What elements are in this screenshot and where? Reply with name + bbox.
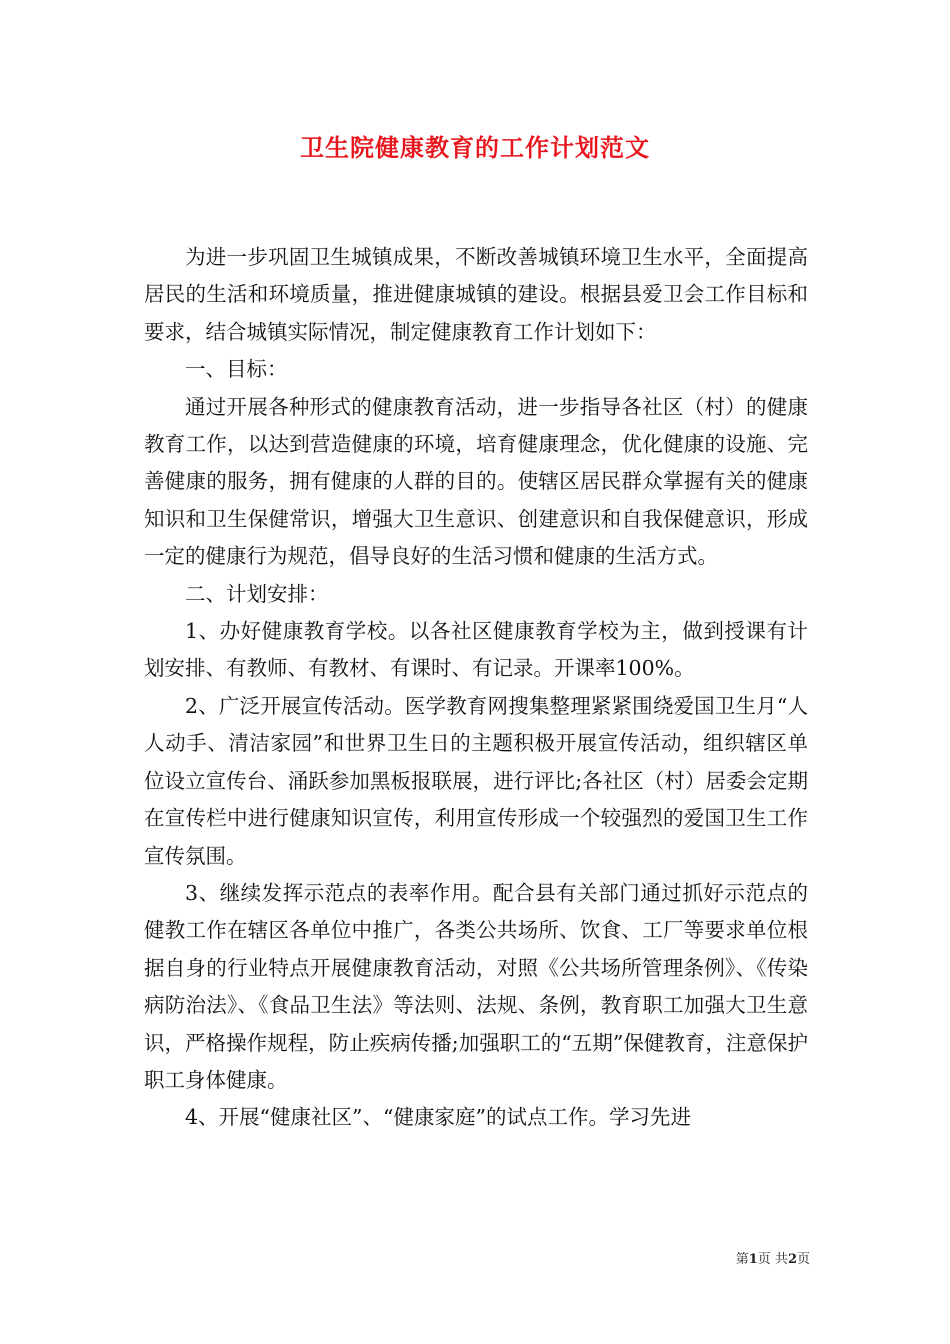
document-body (144, 239, 808, 1137)
document-title: 卫生院健康教育的工作计划范文 (300, 133, 650, 162)
footer-suffix: 页 (796, 1252, 810, 1267)
paragraph-item-4: 4、开展“健康社区”、“健康家庭”的试点工作。学习先进 (185, 1105, 691, 1130)
footer-middle: 页 共 (757, 1252, 788, 1267)
footer-prefix: 第 (735, 1252, 749, 1267)
paragraph-item-3: 3、继续发挥示范点的表率作用。配合县有关部门通过抓好示范点的健教工作在辖区各单位中推广，各类公共场所、饮食、工厂等要求单位根据自身的行业特点开展健康教育活动，对照《公共场所管理条例》、《传染病防治法》、《食品卫生法》等法则、法规、条例，教育职工加强大卫生意识，严格操作规程，防止疾病传播;加强职工的“五期”保健教育，注意保护职工身体健康。 (144, 880, 808, 1092)
page-footer (736, 1248, 810, 1267)
footer-total-pages: 2 (787, 1252, 797, 1267)
paragraph-item-2: 2、广泛开展宣传活动。医学教育网搜集整理紧紧围绕爱国卫生月“人人动手、清洁家园”和世界卫生日的主题积极开展宣传活动，组织辖区单位设立宣传台、涌跃参加黑板报联展，进行评比;各社区（村）居委会定期在宣传栏中进行健康知识宣传，利用宣传形成一个较强烈的爱国卫生工作宣传氛围。 (144, 693, 808, 868)
heading-plan: 二、计划安排： (185, 581, 329, 606)
footer-current-page: 1 (748, 1252, 758, 1267)
paragraph-intro: 为进一步巩固卫生城镇成果，不断改善城镇环境卫生水平，全面提高居民的生活和环境质量，推进健康城镇的建设。根据县爱卫会工作目标和要求，结合城镇实际情况，制定健康教育工作计划如下： (144, 245, 808, 344)
paragraph-item-1: 1、办好健康教育学校。以各社区健康教育学校为主，做到授课有计划安排、有教师、有教材、有课时、有记录。开课率100%。 (144, 619, 808, 681)
paragraph-goal: 通过开展各种形式的健康教育活动，进一步指导各社区（村）的健康教育工作，以达到营造健康的环境，培育健康理念，优化健康的设施、完善健康的服务，拥有健康的人群的目的。使辖区居民群众掌握有关的健康知识和卫生保健常识，增强大卫生意识、创建意识和自我保健意识，形成一定的健康行为规范，倡导良好的生活习惯和健康的生活方式。 (144, 394, 808, 569)
heading-goal: 一、目标： (185, 357, 288, 382)
